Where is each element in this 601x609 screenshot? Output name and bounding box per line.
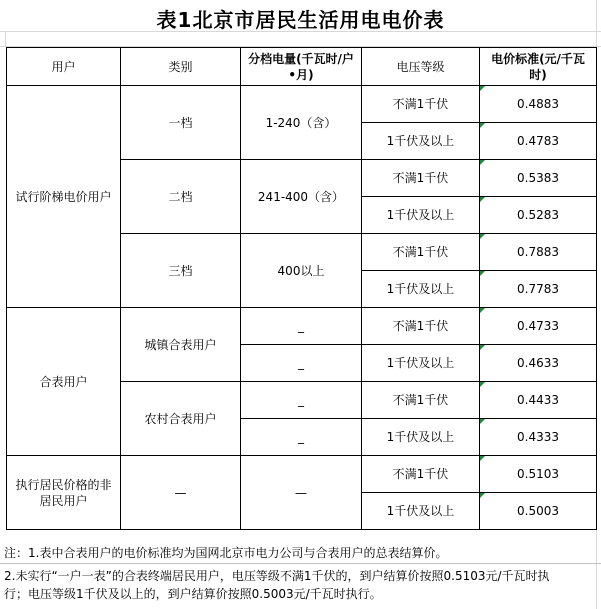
category-cell: 一档 [121, 86, 241, 160]
tier-cell: 400以上 [241, 234, 362, 308]
price-value: 0.4783 [517, 134, 559, 148]
voltage-cell [362, 160, 480, 197]
title-band [0, 0, 601, 46]
voltage-label: 不满1千伏 [392, 393, 449, 407]
header-row [7, 48, 597, 86]
comment-marker-icon [480, 308, 485, 313]
price-value: 0.7883 [517, 245, 559, 259]
price-value: 0.5103 [517, 467, 559, 481]
comment-marker-icon [480, 160, 485, 165]
comment-marker-icon [480, 86, 485, 91]
comment-marker-icon [480, 197, 485, 202]
price-cell [480, 123, 597, 160]
voltage-cell [362, 493, 480, 530]
voltage-label: 不满1千伏 [392, 171, 449, 185]
price-cell [480, 493, 597, 530]
tier-cell: 241-400（含） [241, 160, 362, 234]
category-cell: 二档 [121, 160, 241, 234]
tier-cell: — [241, 456, 362, 530]
price-value: 0.4733 [517, 319, 559, 333]
voltage-label: 不满1千伏 [392, 467, 449, 481]
price-cell [480, 271, 597, 308]
voltage-label: 不满1千伏 [392, 245, 449, 259]
comment-marker-icon [480, 345, 485, 350]
voltage-cell [362, 86, 480, 123]
voltage-cell [362, 345, 480, 382]
voltage-label: 1千伏及以上 [386, 504, 455, 518]
comment-marker-icon [480, 123, 485, 128]
note-line-3: 行；电压等级1千伏及以上的，到户结算价按照0.5003元/千瓦时执行。 [4, 587, 382, 601]
page-title: 表1北京市居民生活用电电价表 [156, 8, 445, 32]
table-row [7, 86, 597, 123]
voltage-cell [362, 419, 480, 456]
price-cell [480, 160, 597, 197]
voltage-label: 1千伏及以上 [386, 430, 455, 444]
price-value: 0.5383 [517, 171, 559, 185]
tier-cell: _ [241, 345, 362, 382]
price-cell [480, 197, 597, 234]
voltage-cell [362, 123, 480, 160]
note-line-1: 注：1.表中合表用户的电价标准均为国网北京市电力公司与合表用户的总表结算价。 [4, 546, 448, 560]
voltage-label: 1千伏及以上 [386, 134, 455, 148]
voltage-label: 1千伏及以上 [386, 356, 455, 370]
price-cell [480, 382, 597, 419]
note-divider [0, 563, 601, 564]
header-category: 类别 [121, 48, 241, 86]
comment-marker-icon [480, 419, 485, 424]
voltage-label: 不满1千伏 [392, 97, 449, 111]
comment-marker-icon [480, 271, 485, 276]
price-value: 0.5003 [517, 504, 559, 518]
header-tier: 分档电量(千瓦时/户•月) [241, 48, 362, 86]
voltage-cell [362, 197, 480, 234]
voltage-cell [362, 382, 480, 419]
category-cell: 三档 [121, 234, 241, 308]
tariff-table [6, 47, 597, 530]
price-value: 0.4883 [517, 97, 559, 111]
tier-cell: _ [241, 382, 362, 419]
header-price: 电价标准(元/千瓦时) [480, 48, 597, 86]
tier-cell: _ [241, 419, 362, 456]
table-row [7, 456, 597, 493]
voltage-cell [362, 271, 480, 308]
price-cell [480, 345, 597, 382]
category-cell: — [121, 456, 241, 530]
price-cell [480, 86, 597, 123]
price-value: 0.4633 [517, 356, 559, 370]
header-voltage: 电压等级 [362, 48, 480, 86]
price-value: 0.5283 [517, 208, 559, 222]
comment-marker-icon [480, 234, 485, 239]
price-cell [480, 456, 597, 493]
voltage-label: 1千伏及以上 [386, 208, 455, 222]
price-value: 0.7783 [517, 282, 559, 296]
tier-cell: 1-240（含） [241, 86, 362, 160]
voltage-label: 不满1千伏 [392, 319, 449, 333]
price-cell [480, 308, 597, 345]
group-label-tiered: 试行阶梯电价用户 [7, 86, 121, 308]
group-label-combined: 合表用户 [7, 308, 121, 456]
header-user: 用户 [7, 48, 121, 86]
voltage-cell [362, 456, 480, 493]
comment-marker-icon [480, 493, 485, 498]
comment-marker-icon [480, 382, 485, 387]
category-cell: 农村合表用户 [121, 382, 241, 456]
voltage-label: 1千伏及以上 [386, 282, 455, 296]
group-label-nonresident: 执行居民价格的非居民用户 [7, 456, 121, 530]
category-cell: 城镇合表用户 [121, 308, 241, 382]
voltage-cell [362, 308, 480, 345]
voltage-cell [362, 234, 480, 271]
comment-marker-icon [480, 456, 485, 461]
tier-cell: _ [241, 308, 362, 345]
price-cell [480, 419, 597, 456]
price-cell [480, 234, 597, 271]
price-value: 0.4333 [517, 430, 559, 444]
note-line-2: 2.未实行“一户一表”的合表终端居民用户，电压等级不满1千伏的，到户结算价按照0.5103元/千瓦时执 [4, 569, 550, 583]
price-value: 0.4433 [517, 393, 559, 407]
table-row [7, 308, 597, 345]
